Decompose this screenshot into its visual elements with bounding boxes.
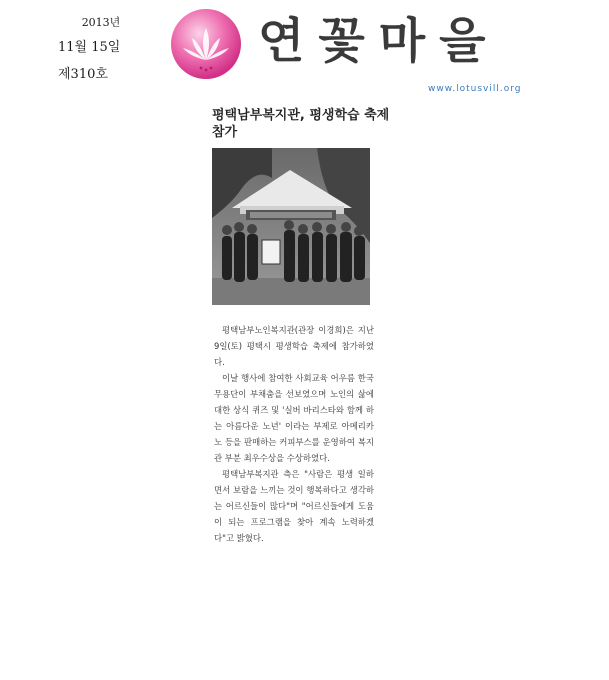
website-url: www.lotusvill.org — [428, 84, 522, 94]
issue-year: 2013년 — [81, 16, 121, 29]
article-title: 평택남부복지관, 평생학습 축제 참가 — [212, 108, 390, 140]
article-body — [214, 322, 374, 546]
article-paragraph: 이날 행사에 참여한 사회교육 어우름 한국무용단이 부채춤을 선보였으며 노인의 삶에 대한 상식 퀴즈 및 '실버 바리스타와 함께 하는 아름다운 노년' 이라는 부제로 아메리카노 등을 판매하는 커피부스를 운영하여 복지관 부분 최우수상을 수상하였다. — [214, 373, 374, 463]
masthead-title: 연꽃마을 — [258, 13, 500, 69]
issue-date: 11월 15일 — [58, 40, 121, 55]
article-paragraph: 평택남부노인복지관(관장 이경희)은 지난 9일(토) 평택시 평생학습 축제에 참가하였다. — [214, 325, 374, 367]
issue-info — [58, 14, 148, 82]
issue-number: 제310호 — [58, 67, 108, 82]
lotus-logo-icon — [170, 8, 242, 80]
article-paragraph: 평택남부복지관 측은 "사람은 평생 일하면서 보람을 느끼는 것이 행복하다고 생각하는 어르신들이 많다"며 "어르신들에게 도움이 되는 프로그램을 찾아 계속 노력하겠다"고 밝혔다. — [214, 469, 374, 543]
article-photo — [212, 148, 370, 305]
